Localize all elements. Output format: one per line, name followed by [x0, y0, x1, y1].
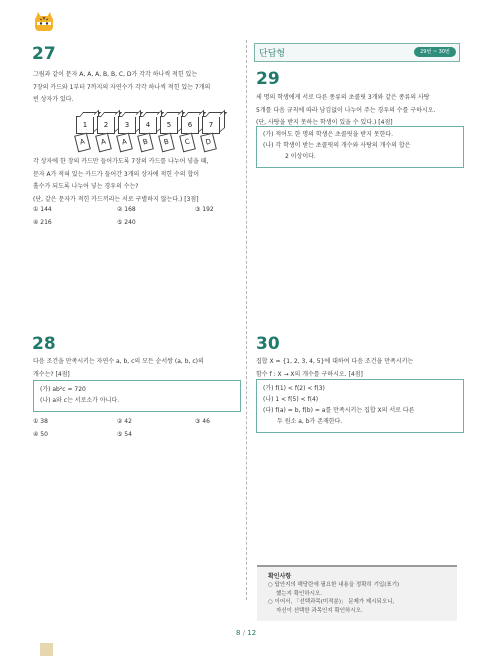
corner-mark	[40, 643, 53, 656]
section-tag: 29번 ~ 30번	[414, 47, 456, 57]
card-row	[70, 132, 240, 154]
box-cube: 7	[202, 116, 220, 134]
box-cube: 1	[76, 116, 94, 134]
page-indicator: 8 / 12	[236, 629, 257, 637]
option-4[interactable]: ④ 50	[33, 431, 48, 438]
question-30-number: 30	[256, 334, 280, 354]
box-cube: 6	[181, 116, 199, 134]
letter-card: A	[74, 133, 91, 153]
letter-card: A	[95, 133, 112, 153]
question-29-text: 세 명의 학생에게 서로 다른 종류의 초콜릿 3개와 같은 종류의 사탕 5개를 다음 규칙에 따라 남김없이 나누어 주는 경우의 수를 구하시오. (단, 사탕을 받지 못하는 학생이 있을 수 있다.) [4점]	[256, 94, 436, 127]
section-label: 단답형	[259, 49, 286, 59]
option-4[interactable]: ④ 216	[33, 219, 52, 226]
letter-card: B	[137, 133, 154, 153]
option-2[interactable]: ② 42	[117, 418, 132, 425]
option-5[interactable]: ⑤ 240	[117, 219, 136, 226]
option-2[interactable]: ② 168	[117, 206, 136, 213]
box-cube: 4	[139, 116, 157, 134]
option-1[interactable]: ① 38	[33, 418, 48, 425]
question-28-number: 28	[32, 334, 56, 354]
box-cube: 3	[118, 116, 136, 134]
question-28-text: 다음 조건을 만족시키는 자연수 a, b, c의 모든 순서쌍 (a, b, c)의 개수는? [4점]	[33, 358, 204, 378]
check-items: ○ 답안지의 해당란에 필요한 내용을 정확히 기입(표기) 했는지 확인하시오. ○ 이어서, 「선택과목(미적분)」 문제가 제시되오니, 자신이 선택한 과목인지 확인하시오.	[268, 582, 400, 614]
box-cube: 2	[97, 116, 115, 134]
question-29-conditions: (가) 적어도 한 명의 학생은 초콜릿을 받지 못한다. (나) 각 학생이 받는 초콜릿의 개수와 사탕의 개수의 합은 2 이상이다.	[256, 126, 464, 168]
question-30-conditions: (가) f(1) < f(2) < f(3) (나) 1 < f(5) < f(4) (다) f(a) = b, f(b) = a를 만족시키는 집합 X의 서로 다른 두 원소 a, b가 존재한다.	[256, 379, 464, 433]
tiger-mascot-icon	[33, 11, 55, 33]
column-divider	[246, 40, 247, 600]
option-1[interactable]: ① 144	[33, 206, 52, 213]
box-cube: 5	[160, 116, 178, 134]
question-29-number: 29	[256, 69, 280, 89]
question-28-conditions: (가) ab²c = 720 (나) a와 c는 서로소가 아니다.	[33, 380, 241, 412]
letter-card: B	[158, 133, 175, 153]
letter-card: C	[179, 133, 196, 153]
letter-card: A	[116, 133, 133, 153]
letter-card: D	[200, 133, 217, 153]
option-3[interactable]: ③ 192	[195, 206, 214, 213]
option-5[interactable]: ⑤ 54	[117, 431, 132, 438]
question-27-body: 각 상자에 한 장의 카드만 들어가도록 7장의 카드를 나누어 넣을 때, 문자 A가 적혀 있는 카드가 들어간 3개의 상자에 적힌 수의 합이 홀수가 되도록 나누어 넣는 경우의 수는? (단, 같은 문자가 적힌 카드끼리는 서로 구별하지 않는다.) [3점]	[33, 158, 209, 203]
option-3[interactable]: ③ 46	[195, 418, 210, 425]
question-30-text: 집합 X = {1, 2, 3, 4, 5}에 대하여 다음 조건을 만족시키는 함수 f : X → X의 개수를 구하시오. [4점]	[256, 358, 414, 378]
question-27-number: 27	[32, 44, 56, 64]
check-title: 확인사항	[268, 573, 292, 580]
question-27-text: 그림과 같이 문자 A, A, A, B, B, C, D가 각각 하나씩 적힌 있는 7장의 카드와 1부터 7까지의 자연수가 각각 하나씩 적힌 있는 7개의 빈 상자가 있다.	[33, 71, 211, 104]
